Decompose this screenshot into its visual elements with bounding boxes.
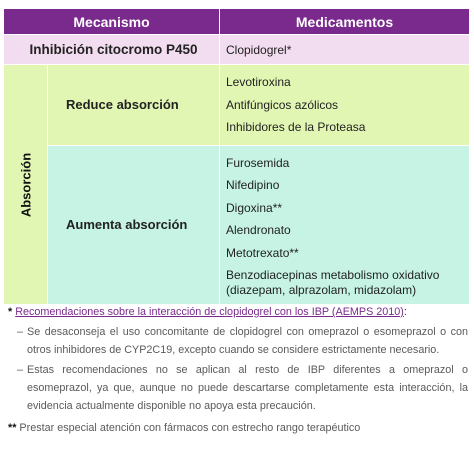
aumenta-drug-list: [220, 145, 470, 305]
table-row-p450: [4, 35, 470, 65]
header-medicamentos: Medicamentos: [220, 9, 470, 35]
footnote-narrow-range: [8, 419, 468, 437]
aemps-recommendation-link[interactable]: Recomendaciones sobre la interacción de clopidogrel con los IBP (AEMPS 2010): [15, 306, 404, 318]
header-mecanismo: Mecanismo: [4, 9, 220, 35]
table-header-row: [4, 9, 470, 35]
reduce-drug-list: [220, 65, 470, 146]
list-item: Digoxina**: [226, 200, 283, 215]
table-row-reduce: [4, 65, 470, 146]
bullet-text: Se desaconseja el uso concomitante de clopidogrel con omeprazol o esomeprazol o con otros inhibidores de CYP2C19, excepto cuando se considere estrictamente necesario.: [27, 326, 468, 356]
mechanism-p450: Inhibición citocromo P450: [4, 35, 220, 65]
absorcion-label: Absorción: [18, 152, 33, 217]
bullet-text: Estas recomendaciones no se aplican al resto de IBP diferentes a omeprazol o esomeprazol, ya que, aunque no puede descartarse completamente esta interacción, la evidencia actualmente disponible no apoya esta precaución.: [27, 364, 468, 412]
list-item: Benzodiacepinas metabolismo oxidativo (diazepam, alprazolam, midazolam): [226, 268, 440, 297]
list-item: Inhibidores de la Proteasa: [226, 120, 366, 134]
drug-clopidogrel: Clopidogrel*: [220, 35, 470, 65]
reduce-absorcion-label: Reduce absorción: [48, 65, 220, 146]
list-item: Antifúngicos azólicos: [226, 97, 339, 112]
list-item: Nifedipino: [226, 178, 280, 192]
list-item: Furosemida: [226, 155, 290, 170]
table-row-aumenta: [4, 145, 470, 305]
list-item: Levotiroxina: [226, 75, 291, 89]
footnote-marker: **: [8, 422, 17, 434]
footnote-text: Prestar especial atención con fármacos con estrecho rango terapéutico: [19, 422, 361, 434]
footnote-bullet: [8, 323, 468, 359]
absorcion-group-cell: [4, 65, 48, 305]
aumenta-absorcion-label: Aumenta absorción: [48, 145, 220, 305]
interaction-table: [3, 8, 470, 305]
list-item: Metotrexato**: [226, 245, 299, 260]
dash-marker: –: [17, 326, 24, 338]
footnote-clopidogrel: [8, 303, 468, 321]
footnote-bullet: [8, 361, 468, 415]
footnote-marker: *: [8, 306, 13, 318]
footnote-colon: :: [403, 306, 407, 318]
list-item: Alendronato: [226, 223, 291, 237]
dash-marker: –: [17, 364, 24, 376]
footnotes: [8, 303, 468, 437]
